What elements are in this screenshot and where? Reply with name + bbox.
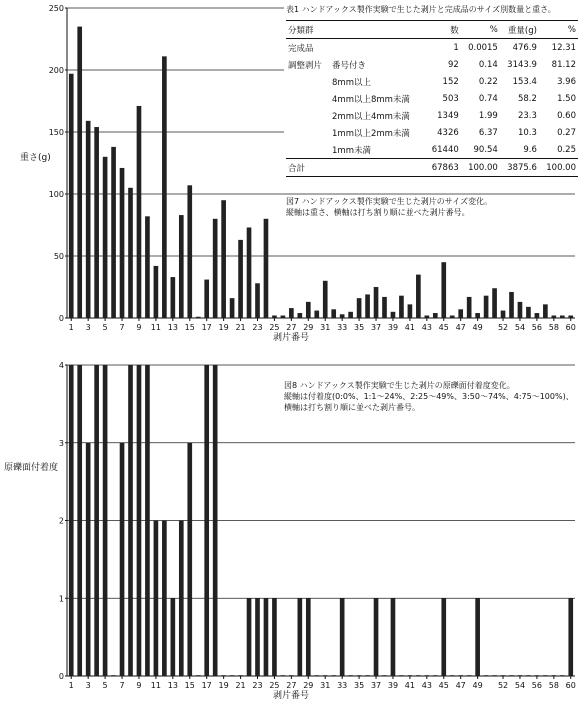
bar [314, 675, 319, 676]
bar [467, 675, 472, 676]
bar [425, 675, 430, 676]
table-cell: 476.9 [512, 42, 537, 53]
table-row [286, 39, 578, 57]
bar [348, 312, 353, 318]
table-header-cell [330, 21, 425, 39]
bar [425, 316, 430, 318]
bar [492, 288, 497, 318]
x-tick-label: 58 [548, 323, 559, 332]
x-tick-label: 37 [370, 323, 382, 332]
bar [154, 521, 159, 677]
y-tick-label: 150 [48, 128, 64, 137]
bar [281, 316, 286, 318]
caption-line: 横軸は打ち割り順に並べた剥片番号。 [284, 403, 420, 412]
x-tick-label: 11 [150, 323, 161, 332]
x-tick-label: 19 [218, 681, 229, 690]
bar [86, 121, 91, 318]
table-row [286, 107, 578, 124]
caption-line: 図7 ハンドアックス製作実験で生じた剥片のサイズ変化。 [286, 197, 493, 206]
table-cell: 調整剥片 [288, 60, 323, 71]
bar [323, 281, 328, 318]
bar [77, 27, 82, 318]
bar [543, 675, 548, 676]
x-tick-label: 41 [404, 323, 415, 332]
bar [264, 219, 269, 318]
bar [179, 215, 184, 318]
bar [306, 302, 311, 318]
y-tick-label: 3 [58, 438, 64, 448]
x-tick-label: 9 [136, 681, 142, 690]
y-tick-label: 4 [58, 361, 64, 370]
bar [467, 297, 472, 318]
table-row [286, 124, 578, 141]
bar [501, 675, 506, 676]
x-tick-label: 13 [167, 681, 178, 690]
bar [255, 598, 260, 676]
x-tick-label: 31 [320, 323, 331, 332]
x-tick-label: 5 [102, 323, 108, 332]
bar [560, 316, 565, 318]
bar [103, 157, 108, 318]
x-tick-label: 15 [184, 323, 195, 332]
x-tick-label: 56 [531, 681, 542, 690]
bar [568, 316, 573, 318]
y-tick-label: 0 [58, 672, 64, 681]
bar [69, 74, 74, 318]
bar [306, 598, 311, 676]
x-tick-label: 45 [438, 681, 449, 690]
bar [450, 316, 455, 318]
table-cell [286, 141, 330, 159]
table-total-row [286, 159, 578, 177]
y-tick-label: 50 [53, 252, 64, 261]
table-cell: 番号付き [332, 60, 367, 71]
table-header-cell: 数 [425, 21, 461, 39]
bar [357, 675, 362, 676]
bar [154, 266, 159, 318]
x-tick-label: 49 [472, 323, 483, 332]
bar [433, 675, 438, 676]
bar [94, 127, 99, 318]
table-cell [330, 159, 425, 177]
x-tick-label: 3 [85, 681, 91, 690]
x-tick-label: 31 [320, 681, 331, 690]
x-tick-label: 37 [370, 681, 382, 690]
table-cell: 67863 [425, 159, 461, 177]
table-cell: 23.3 [517, 110, 537, 121]
bar [137, 106, 142, 318]
bar [187, 443, 192, 676]
bar [171, 598, 176, 676]
x-tick-label: 43 [421, 323, 432, 332]
bar [162, 56, 167, 318]
table-cell: 1mm未満 [332, 145, 371, 156]
bar [77, 365, 82, 676]
x-tick-label: 35 [354, 681, 365, 690]
bar [535, 313, 540, 318]
bar [552, 675, 557, 676]
bar [145, 216, 150, 318]
y-tick-label: 2 [58, 516, 64, 526]
bar [408, 304, 413, 318]
bar [526, 307, 531, 318]
x-tick-label: 58 [548, 681, 559, 690]
table-row [286, 90, 578, 107]
x-tick-label: 45 [438, 323, 449, 332]
y-tick-label: 100 [48, 190, 64, 199]
bar [535, 675, 540, 676]
x-tick-label: 35 [354, 323, 365, 332]
bar [331, 309, 336, 318]
x-tick-label: 60 [565, 681, 576, 690]
caption-line: 縦軸は重さ、横軸は打ち割り順に並べた剥片番号。 [286, 208, 470, 217]
table-header-row [286, 21, 578, 39]
table-cell: 9.6 [523, 144, 537, 155]
bar [238, 675, 243, 676]
x-tick-label: 13 [167, 323, 178, 332]
table-cell: 0.25 [557, 144, 576, 155]
table-cell: 0.60 [557, 110, 576, 121]
table-header-cell: % [539, 21, 578, 39]
bar [145, 365, 150, 676]
bar [391, 312, 396, 318]
x-tick-label: 49 [472, 681, 483, 690]
bar [399, 296, 404, 318]
bar [374, 598, 379, 676]
table-cell: 153.4 [512, 76, 537, 87]
bar [450, 675, 455, 676]
bar [213, 365, 218, 676]
bar [458, 675, 463, 676]
table-cell: 0.0015 [468, 42, 498, 53]
table-cell: 3143.9 [507, 59, 537, 70]
x-tick-label: 43 [421, 681, 432, 690]
x-tick-label: 23 [252, 681, 263, 690]
bar [357, 298, 362, 318]
table-row [286, 141, 578, 159]
bar [204, 365, 209, 676]
bar [382, 297, 387, 318]
bar [238, 240, 243, 318]
table-cell: 503 [442, 93, 459, 104]
bar [416, 275, 421, 318]
bar [120, 168, 125, 318]
table-cell: 58.2 [517, 93, 537, 104]
bar [221, 675, 226, 676]
bar [69, 365, 74, 676]
bar [416, 675, 421, 676]
bar [103, 365, 108, 676]
table-cell: 1 [453, 42, 459, 53]
x-tick-label: 7 [119, 323, 125, 332]
bar [255, 283, 260, 318]
bar [526, 675, 531, 676]
bar [552, 316, 557, 318]
bar [458, 309, 463, 318]
y-tick-label: 1 [58, 594, 64, 604]
bar [475, 313, 480, 318]
bar [543, 304, 548, 318]
table-cell: 0.27 [557, 127, 576, 138]
x-tick-label: 33 [337, 681, 348, 690]
bar [518, 675, 523, 676]
y-axis-label: 重さ(g) [20, 153, 51, 163]
x-tick-label: 17 [201, 681, 212, 690]
x-tick-label: 11 [150, 681, 161, 690]
bar [314, 311, 319, 318]
x-axis-label: 剥片番号 [272, 691, 310, 701]
bar [340, 598, 345, 676]
bar [441, 262, 446, 318]
caption-line: 縦軸は付着度(0:0%、1:1〜24%、2:25〜49%、3:50〜74%、4:75〜100%)、 [284, 392, 574, 401]
bar [128, 365, 133, 676]
bar [484, 296, 489, 318]
bar [518, 302, 523, 318]
x-tick-label: 56 [531, 323, 542, 332]
x-tick-label: 60 [565, 323, 576, 332]
table-cell: 4mm以上8mm未満 [332, 94, 410, 105]
bar [247, 227, 252, 318]
table-cell: 4326 [437, 127, 459, 138]
table-cell: 81.12 [551, 59, 576, 70]
bar [196, 675, 201, 676]
bar [365, 294, 370, 318]
x-tick-label: 1 [68, 323, 74, 332]
y-axis-label: 原礫面付着度 [4, 463, 59, 473]
bar [501, 311, 506, 318]
table-cell: 3875.6 [500, 159, 539, 177]
table-cell: 1.99 [478, 110, 498, 121]
x-tick-label: 47 [455, 323, 466, 332]
bar [391, 598, 396, 676]
table-cell: 6.37 [478, 127, 498, 138]
table-cell: 152 [442, 76, 459, 87]
x-tick-label: 52 [497, 323, 509, 332]
table-cell: 1mm以上2mm未満 [332, 128, 410, 139]
table-cell [286, 107, 330, 124]
table-cell: 3.96 [557, 76, 576, 87]
y-tick-label: 0 [58, 314, 64, 323]
bar [204, 280, 209, 318]
table-cell: 10.3 [517, 127, 537, 138]
table-cell: 0.74 [478, 93, 498, 104]
table-cell: 1349 [437, 110, 459, 121]
x-tick-label: 47 [455, 681, 466, 690]
bar [331, 675, 336, 676]
x-tick-label: 19 [218, 323, 229, 332]
bar [86, 443, 91, 676]
x-tick-label: 25 [269, 681, 280, 690]
table-cell [286, 124, 330, 141]
x-tick-label: 15 [184, 681, 195, 690]
bar [289, 675, 294, 676]
x-tick-label: 17 [201, 323, 212, 332]
table-cell: 0.14 [478, 59, 498, 70]
bar [111, 675, 116, 676]
table-header-cell: 分類群 [286, 21, 330, 39]
size-table [286, 20, 578, 177]
bar [171, 277, 176, 318]
bar [492, 675, 497, 676]
bar [179, 521, 184, 677]
bar [230, 298, 235, 318]
y-tick-label: 250 [48, 4, 64, 13]
bar [568, 598, 573, 676]
bar [509, 675, 514, 676]
x-tick-label: 29 [303, 323, 314, 332]
table-cell: 0.22 [478, 76, 498, 87]
bar [289, 308, 294, 318]
bar [484, 675, 489, 676]
bar [408, 675, 413, 676]
x-tick-label: 39 [387, 323, 399, 332]
table-cell: 12.31 [551, 42, 576, 53]
table-cell: 100.00 [539, 159, 578, 177]
x-tick-label: 29 [303, 681, 314, 690]
bar [509, 292, 514, 318]
x-tick-label: 23 [252, 323, 263, 332]
x-tick-label: 5 [102, 681, 108, 690]
bar [298, 313, 303, 318]
bar [196, 317, 201, 318]
bar [340, 314, 345, 318]
bar [264, 598, 269, 676]
table-cell: 2mm以上4mm未満 [332, 111, 410, 122]
table-cell: 100.00 [461, 159, 500, 177]
bar [399, 675, 404, 676]
bar [475, 598, 480, 676]
bar [213, 219, 218, 318]
bar [221, 200, 226, 318]
bar [374, 287, 379, 318]
bar [162, 521, 167, 677]
bar [137, 365, 142, 676]
table-cell: 92 [447, 59, 459, 70]
table-cell: 1.50 [557, 93, 576, 104]
table-row [286, 56, 578, 73]
bar [281, 675, 286, 676]
x-tick-label: 33 [337, 323, 348, 332]
x-tick-label: 9 [136, 323, 142, 332]
table-cell: 合計 [286, 159, 330, 177]
bar [230, 675, 235, 676]
x-tick-label: 27 [286, 681, 297, 690]
x-tick-label: 21 [235, 681, 246, 690]
table-header-cell: % [461, 21, 500, 39]
x-tick-label: 27 [286, 323, 297, 332]
x-tick-label: 7 [119, 681, 125, 690]
x-tick-label: 54 [514, 323, 526, 332]
x-tick-label: 54 [514, 681, 526, 690]
bar [441, 598, 446, 676]
bar [433, 313, 438, 318]
x-tick-label: 21 [235, 323, 246, 332]
table-cell: 完成品 [288, 43, 314, 54]
table-cell [286, 73, 330, 90]
table-cell [286, 90, 330, 107]
bar [111, 147, 116, 318]
bar [382, 675, 387, 676]
x-axis-label: 剥片番号 [272, 333, 310, 343]
bar [120, 443, 125, 676]
table-cell [330, 39, 425, 57]
bar [323, 675, 328, 676]
fig7-caption [286, 196, 578, 218]
table-cell: 90.54 [473, 144, 498, 155]
caption-line: 図8 ハンドアックス製作実験で生じた剥片の原礫面付着度変化。 [284, 381, 515, 390]
x-tick-label: 25 [269, 323, 280, 332]
table-cell: 8mm以上 [332, 77, 371, 88]
x-tick-label: 39 [387, 681, 399, 690]
bar [187, 185, 192, 318]
bar [94, 365, 99, 676]
bar [272, 316, 277, 318]
bar [365, 675, 370, 676]
fig8-caption [284, 380, 574, 413]
x-tick-label: 3 [85, 323, 91, 332]
table-caption: 表1 ハンドアックス製作実験で生じた剥片と完成品のサイズ別数量と重さ。 [286, 5, 556, 14]
table-cell: 61440 [431, 144, 459, 155]
bar [560, 675, 565, 676]
x-tick-label: 1 [68, 681, 74, 690]
bar [128, 188, 133, 318]
table-header-cell: 重量(g) [500, 21, 539, 39]
bar [247, 598, 252, 676]
bar [298, 598, 303, 676]
x-tick-label: 41 [404, 681, 415, 690]
bar [348, 675, 353, 676]
table-row [286, 73, 578, 90]
y-tick-label: 200 [48, 66, 64, 75]
bar [272, 598, 277, 676]
x-tick-label: 52 [497, 681, 509, 690]
